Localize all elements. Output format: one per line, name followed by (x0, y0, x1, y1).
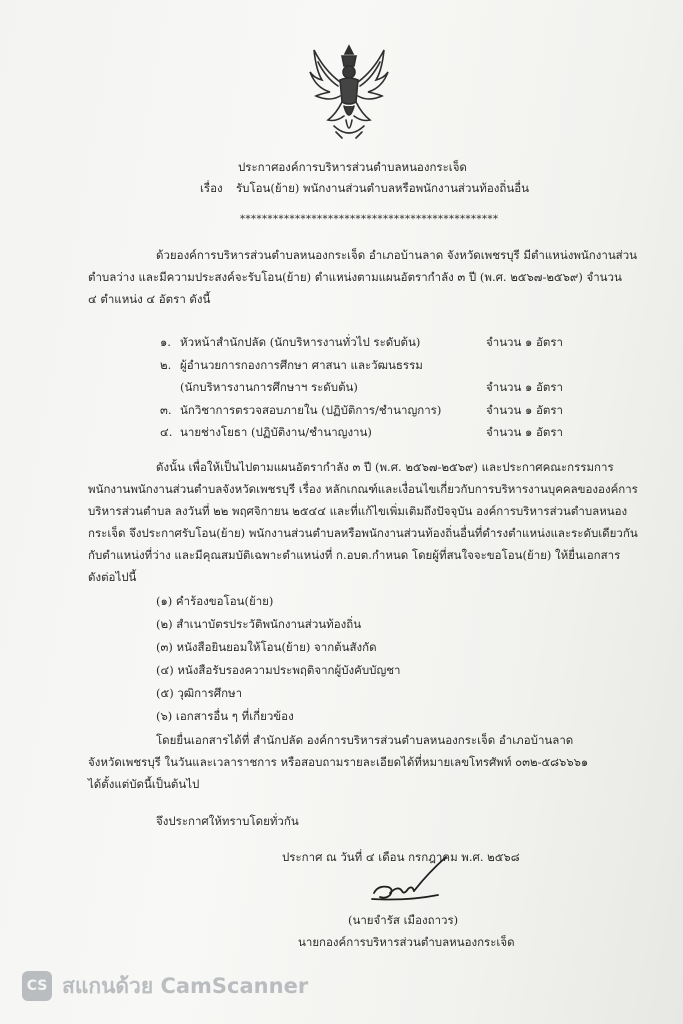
intro-line: ตำบลว่าง และมีความประสงค์จะรับโอน(ย้าย) ตำแหน่งตามแผนอัตรากำลัง ๓ ปี (พ.ศ. ๒๕๖๗-๒๕๖๙) จำนวน (88, 270, 622, 284)
garuda-emblem (306, 40, 392, 144)
closing-text: จึงประกาศให้ทราบโดยทั่วกัน (156, 814, 299, 828)
document-item: (๔) หนังสือรับรองความประพฤติจากผู้บังคับบัญชา (156, 663, 401, 677)
submission-line: จังหวัดเพชรบุรี ในวันและเวลาราชการ หรือสอบถามรายละเอียดได้ที่หมายเลขโทรศัพท์ ๐๓๒-๕๘๖๖๖๑ (88, 755, 589, 769)
body-line: พนักงานพนักงานส่วนตำบลจังหวัดเพชรบุรี เรื่อง หลักเกณฑ์และเงื่อนไขเกี่ยวกับการบริหารงานบุคคลขององค์การ (88, 482, 638, 496)
submission-line: โดยยื่นเอกสารได้ที่ สำนักปลัด องค์การบริหารส่วนตำบลหนองกระเจ็ด อำเภอบ้านลาด (156, 733, 574, 747)
position-number: ๒. (160, 358, 172, 372)
document-item: (๖) เอกสารอื่น ๆ ที่เกี่ยวข้อง (156, 709, 294, 723)
body-line: บริหารส่วนตำบล ลงวันที่ ๒๒ พฤศจิกายน ๒๕๔๔ และที่แก้ไขเพิ่มเติมถึงปัจจุบัน องค์การบริหารส่วนตำบลหนอง (88, 504, 628, 518)
position-name: นักวิชาการตรวจสอบภายใน (ปฏิบัติการ/ชำนาญการ) (180, 403, 442, 417)
document-item: (๒) สำเนาบัตรประวัติพนักงานส่วนท้องถิ่น (156, 617, 362, 631)
signer-title: นายกองค์การบริหารส่วนตำบลหนองกระเจ็ด (298, 935, 515, 949)
signature (368, 855, 458, 905)
position-name: (นักบริหารงานการศึกษาฯ ระดับต้น) (180, 380, 358, 394)
announcement-title: ประกาศองค์การบริหารส่วนตำบลหนองกระเจ็ด (238, 160, 467, 174)
body-line: ดังต่อไปนี้ (88, 570, 137, 584)
position-count: จำนวน ๑ อัตรา (486, 425, 563, 439)
camscanner-logo-icon: CS (22, 971, 52, 1001)
body-line: กระเจ็ด จึงประกาศรับโอน(ย้าย) พนักงานส่วนตำบลหรือพนักงานส่วนท้องถิ่นอื่นที่ดำรงตำแหน่งและระดับเดียวกัน (88, 526, 638, 540)
body-line: ดังนั้น เพื่อให้เป็นไปตามแผนอัตรากำลัง ๓ ปี (พ.ศ. ๒๕๖๗-๒๕๖๙) และประกาศคณะกรรมการ (156, 460, 614, 474)
position-name: นายช่างโยธา (ปฏิบัติงาน/ชำนาญงาน) (180, 425, 372, 439)
body-line: กับตำแหน่งที่ว่าง และมีคุณสมบัติเฉพาะตำแหน่งที่ ก.อบต.กำหนด โดยผู้ที่สนใจจะขอโอน(ย้าย) ให้ยื่นเอกสาร (88, 548, 621, 562)
position-number: ๑. (160, 335, 171, 349)
position-number: ๓. (160, 403, 172, 417)
position-name: ผู้อำนวยการกองการศึกษา ศาสนา และวัฒนธรรม (180, 358, 423, 372)
intro-line: ด้วยองค์การบริหารส่วนตำบลหนองกระเจ็ด อำเภอบ้านลาด จังหวัดเพชรบุรี มีตำแหน่งพนักงานส่วน (156, 248, 638, 262)
document-item: (๓) หนังสือยินยอมให้โอน(ย้าย) จากต้นสังกัด (156, 640, 377, 654)
position-number: ๔. (160, 425, 173, 439)
position-count: จำนวน ๑ อัตรา (486, 380, 563, 394)
document-item: (๕) วุฒิการศึกษา (156, 686, 243, 700)
separator-line: *********************************************** (240, 214, 499, 225)
intro-line: ๔ ตำแหน่ง ๔ อัตรา ดังนี้ (88, 292, 211, 306)
subject-text: รับโอน(ย้าย) พนักงานส่วนตำบลหรือพนักงานส่วนท้องถิ่นอื่น (236, 181, 529, 195)
document-item: (๑) คำร้องขอโอน(ย้าย) (156, 594, 274, 608)
submission-line: ได้ตั้งแต่บัดนี้เป็นต้นไป (88, 777, 200, 791)
camscanner-watermark (22, 970, 308, 1002)
position-count: จำนวน ๑ อัตรา (486, 335, 563, 349)
position-name: หัวหน้าสำนักปลัด (นักบริหารงานทั่วไป ระดับต้น) (180, 335, 421, 349)
date-line: ประกาศ ณ วันที่ ๔ เดือน กรกฎาคม พ.ศ. ๒๕๖๘ (282, 850, 520, 864)
position-count: จำนวน ๑ อัตรา (486, 403, 563, 417)
signer-name: (นายจำรัส เมืองถาวร) (348, 913, 459, 927)
subject-label: เรื่อง (200, 181, 223, 195)
watermark-text: สแกนด้วย CamScanner (62, 973, 309, 998)
